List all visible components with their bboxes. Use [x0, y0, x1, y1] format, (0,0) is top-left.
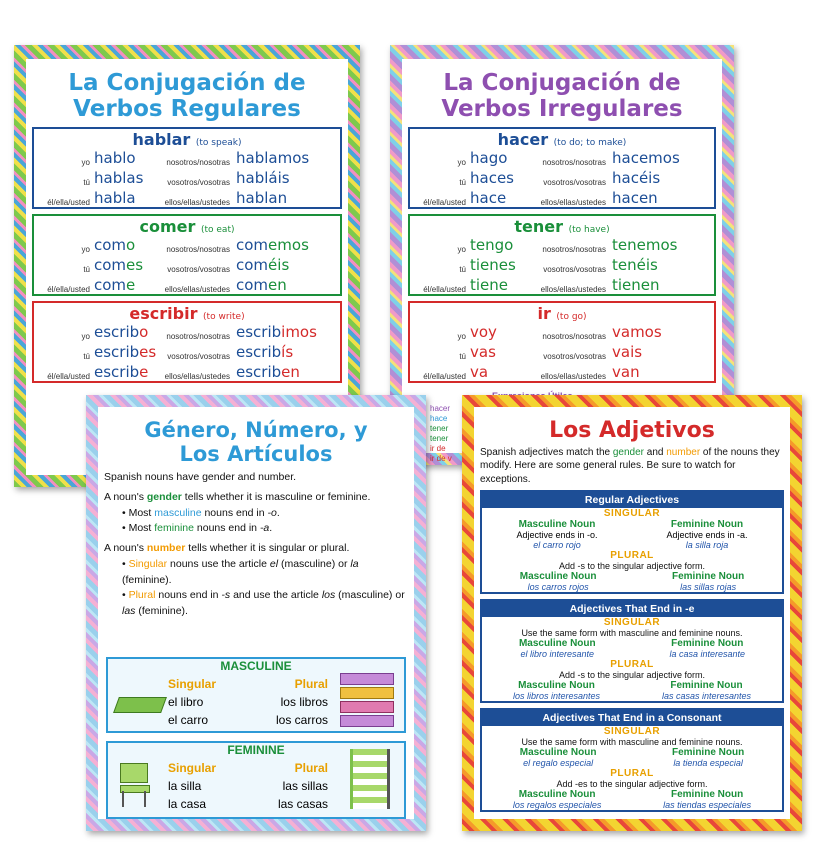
conjugated-form: tienes [470, 256, 516, 274]
conjugated-form: van [612, 363, 640, 381]
verb-stem: habl [236, 169, 269, 187]
verb-stem: com [94, 276, 127, 294]
poster-genero-numero [86, 395, 426, 831]
side-list-item: ir de [430, 444, 446, 453]
adjetivos-intro: Spanish adjectives match the gender and number of the nouns they modify. Here are some general rules. Be sure to watch for exceptions. [480, 446, 780, 485]
regular-adjectives-section: Regular Adjectives SINGULAR Masculine Noun Adjective ends in -o. el carro rojo Feminine Noun Adjective ends in -a. la silla roja PLURAL Add -s to the singular adjective form. Masculine Noun los carros rojos Feminine Noun las sillas rojas [480, 490, 784, 594]
pronoun: yo [457, 332, 466, 341]
adjetivos-title: Los Adjetivos [549, 418, 715, 443]
conjugated-form [94, 276, 135, 294]
verb-infinitive [410, 304, 714, 323]
conjugated-form [236, 276, 287, 294]
genero-title: Género, Número, y Los Artículos [144, 418, 368, 466]
pronoun: tú [459, 352, 466, 361]
conjugated-form [236, 169, 290, 187]
pronoun: tú [83, 265, 90, 274]
conjugation-row [34, 343, 340, 363]
pronoun: tú [83, 178, 90, 187]
side-list-item: tener [430, 424, 449, 433]
conjugation-row [34, 149, 340, 169]
conjugated-form: voy [470, 323, 497, 341]
irregulares-title: La Conjugación de Verbos Irregulares [441, 70, 683, 122]
verb-gloss: (to have) [568, 225, 610, 235]
conjugation-row [410, 169, 714, 189]
pronoun: tú [83, 352, 90, 361]
pronoun: ellos/ellas/ustedes [540, 372, 606, 381]
conjugation-row [34, 189, 340, 209]
verb-box [32, 127, 342, 209]
conjugation-row [34, 169, 340, 189]
conjugated-form: vas [470, 343, 496, 361]
verb-infinitive [34, 130, 340, 149]
conjugated-form: haces [470, 169, 514, 187]
verb-stem: habl [236, 149, 269, 167]
pronoun: vosotros/vosotras [167, 265, 230, 274]
feminine-box: FEMININE Singular Plural la silla las sillas la casa las casas [106, 741, 406, 819]
verb-ending: amos [268, 149, 310, 167]
verb-stem: com [236, 276, 269, 294]
conjugated-form: tienen [612, 276, 660, 294]
conjugated-form: va [470, 363, 489, 381]
verb-stem: habl [236, 189, 269, 207]
conjugation-row [410, 276, 714, 296]
chair-icon [120, 763, 150, 807]
conjugation-row [410, 236, 714, 256]
conjugation-row [34, 363, 340, 383]
conjugated-form [236, 363, 300, 381]
verb-stem: habl [94, 169, 127, 187]
conjugated-form: tenéis [612, 256, 658, 274]
conjugated-form [94, 256, 143, 274]
pronoun: él/ella/usted [47, 198, 90, 207]
verb-stem: escrib [94, 363, 140, 381]
verb-box [32, 301, 342, 383]
verb-ending: as [126, 169, 144, 187]
regulares-title: La Conjugación de Verbos Regulares [68, 70, 306, 122]
pronoun: vosotros/vosotras [543, 178, 606, 187]
verb-stem: com [94, 236, 127, 254]
verb-gloss: (to write) [203, 312, 245, 322]
pronoun: nosotros/nosotras [542, 332, 606, 341]
genero-body: Spanish nouns have gender and number. A noun's gender tells whether it is masculine or feminine. • Most masculine nouns end in -o. • Most feminine nouns end in -a. A noun's number tells whether it is singular or plural. • Singular nouns use the article el (masculine) or la (feminine). • Plural nouns end in -s and use the article los (masculine) or las (feminine). [104, 471, 405, 618]
pronoun: ellos/ellas/ustedes [164, 285, 230, 294]
verb-stem: com [236, 256, 269, 274]
pronoun: yo [81, 245, 90, 254]
verb-stem: escrib [236, 323, 282, 341]
conjugation-row [410, 189, 714, 209]
conjugated-form [236, 149, 309, 167]
verb-infinitive-text: hablar [132, 130, 191, 149]
pronoun: nosotros/nosotras [542, 245, 606, 254]
verb-ending: emos [268, 236, 309, 254]
conjugated-form: hace [470, 189, 507, 207]
verb-ending: ís [281, 343, 294, 361]
verb-box [408, 127, 716, 209]
conjugation-row [410, 323, 714, 343]
verb-infinitive [410, 130, 714, 149]
verb-stem: escrib [236, 363, 282, 381]
verb-stem: com [236, 236, 269, 254]
verb-gloss: (to eat) [200, 225, 235, 235]
verb-infinitive [410, 217, 714, 236]
pronoun: nosotros/nosotras [166, 245, 230, 254]
verb-stem: escrib [236, 343, 282, 361]
verb-stem: habl [94, 189, 127, 207]
conjugated-form: vamos [612, 323, 662, 341]
side-list-item: hacer [430, 404, 451, 413]
verb-ending: es [126, 256, 144, 274]
masculine-box: MASCULINE Singular Plural el libro los libros el carro los carros [106, 657, 406, 733]
conjugation-row [410, 343, 714, 363]
pronoun: vosotros/vosotras [543, 265, 606, 274]
verb-ending: o [126, 149, 136, 167]
verb-ending: an [268, 189, 288, 207]
conjugated-form [94, 149, 136, 167]
conjugated-form: hago [470, 149, 508, 167]
pronoun: ellos/ellas/ustedes [540, 285, 606, 294]
pronoun: ellos/ellas/ustedes [164, 198, 230, 207]
chairs-stack-icon [350, 749, 390, 809]
books-stack-icon [340, 673, 394, 727]
pronoun: él/ella/usted [47, 372, 90, 381]
verb-stem: com [94, 256, 127, 274]
verb-ending: a [126, 189, 136, 207]
verb-ending: áis [268, 169, 290, 187]
verb-ending: es [139, 343, 157, 361]
side-list-item: hace [430, 414, 448, 423]
conjugation-row [34, 236, 340, 256]
verb-gloss: (to go) [556, 312, 587, 322]
poster-adjetivos [462, 395, 802, 831]
conjugation-row [34, 323, 340, 343]
conjugated-form [94, 323, 148, 341]
conjugated-form [236, 256, 289, 274]
conjugation-row [410, 256, 714, 276]
pronoun: nosotros/nosotras [166, 158, 230, 167]
conjugated-form [94, 343, 156, 361]
pronoun: nosotros/nosotras [542, 158, 606, 167]
conjugated-form [236, 323, 317, 341]
pronoun: yo [81, 332, 90, 341]
conjugated-form [236, 343, 293, 361]
side-list-item: tener [430, 434, 449, 443]
pronoun: él/ella/usted [423, 285, 466, 294]
verb-infinitive-text: ir [537, 304, 551, 323]
verb-box [408, 301, 716, 383]
pronoun: tú [459, 178, 466, 187]
verb-stem: escrib [94, 343, 140, 361]
verb-box [32, 214, 342, 296]
conjugated-form [236, 189, 287, 207]
verb-ending: e [126, 276, 136, 294]
verb-gloss: (to speak) [195, 138, 242, 148]
pronoun: él/ella/usted [423, 198, 466, 207]
pronoun: ellos/ellas/ustedes [540, 198, 606, 207]
verb-stem: habl [94, 149, 127, 167]
verb-ending: éis [268, 256, 290, 274]
verb-stem: escrib [94, 323, 140, 341]
conjugated-form: tenemos [612, 236, 678, 254]
pronoun: él/ella/usted [47, 285, 90, 294]
conjugation-row [410, 149, 714, 169]
conjugation-row [34, 256, 340, 276]
conjugated-form: hacéis [612, 169, 661, 187]
verb-infinitive-text: escribir [129, 304, 198, 323]
pronoun: vosotros/vosotras [167, 352, 230, 361]
pronoun: tú [459, 265, 466, 274]
verb-infinitive-text: tener [514, 217, 564, 236]
pronoun: vosotros/vosotras [167, 178, 230, 187]
conjugated-form: tengo [470, 236, 514, 254]
pronoun: yo [457, 158, 466, 167]
adjectives-end-consonant-section: Adjectives That End in a Consonant SINGULAR Use the same form with masculine and feminine nouns. Masculine Noun el regalo especial Feminine Noun la tienda especial PLURAL Add -es to the singular adjective form. Masculine Noun los regalos especiales Feminine Noun las tiendas especiales [480, 708, 784, 812]
pronoun: ellos/ellas/ustedes [164, 372, 230, 381]
verb-infinitive [34, 304, 340, 323]
verb-ending: o [139, 323, 149, 341]
verb-infinitive [34, 217, 340, 236]
conjugated-form [94, 169, 143, 187]
conjugated-form: hacen [612, 189, 658, 207]
pronoun: yo [457, 245, 466, 254]
adjectives-end-e-section: Adjectives That End in -e SINGULAR Use the same form with masculine and feminine nouns. Masculine Noun el libro interesante Feminine Noun la casa interesante PLURAL Add -s to the singular adjective form. Masculine Noun los libros interesantes Feminine Noun las casas interesantes [480, 599, 784, 703]
conjugation-row [410, 363, 714, 383]
side-list-item: ir de v [430, 454, 452, 463]
pronoun: vosotros/vosotras [543, 352, 606, 361]
book-icon [113, 697, 167, 713]
pronoun: nosotros/nosotras [166, 332, 230, 341]
pronoun: él/ella/usted [423, 372, 466, 381]
irregulares-side-list [430, 404, 452, 464]
conjugated-form: vais [612, 343, 643, 361]
verb-box [408, 214, 716, 296]
verb-ending: en [268, 276, 287, 294]
conjugation-row [34, 276, 340, 296]
conjugated-form [94, 236, 135, 254]
verb-ending: en [281, 363, 300, 381]
verb-ending: e [139, 363, 149, 381]
pronoun: yo [81, 158, 90, 167]
conjugated-form [94, 189, 136, 207]
conjugated-form: tiene [470, 276, 509, 294]
verb-ending: imos [281, 323, 317, 341]
conjugated-form [236, 236, 309, 254]
verb-ending: o [126, 236, 136, 254]
verb-gloss: (to do; to make) [553, 138, 627, 148]
verb-infinitive-text: hacer [497, 130, 549, 149]
conjugated-form: hacemos [612, 149, 680, 167]
verb-infinitive-text: comer [139, 217, 196, 236]
conjugated-form [94, 363, 148, 381]
